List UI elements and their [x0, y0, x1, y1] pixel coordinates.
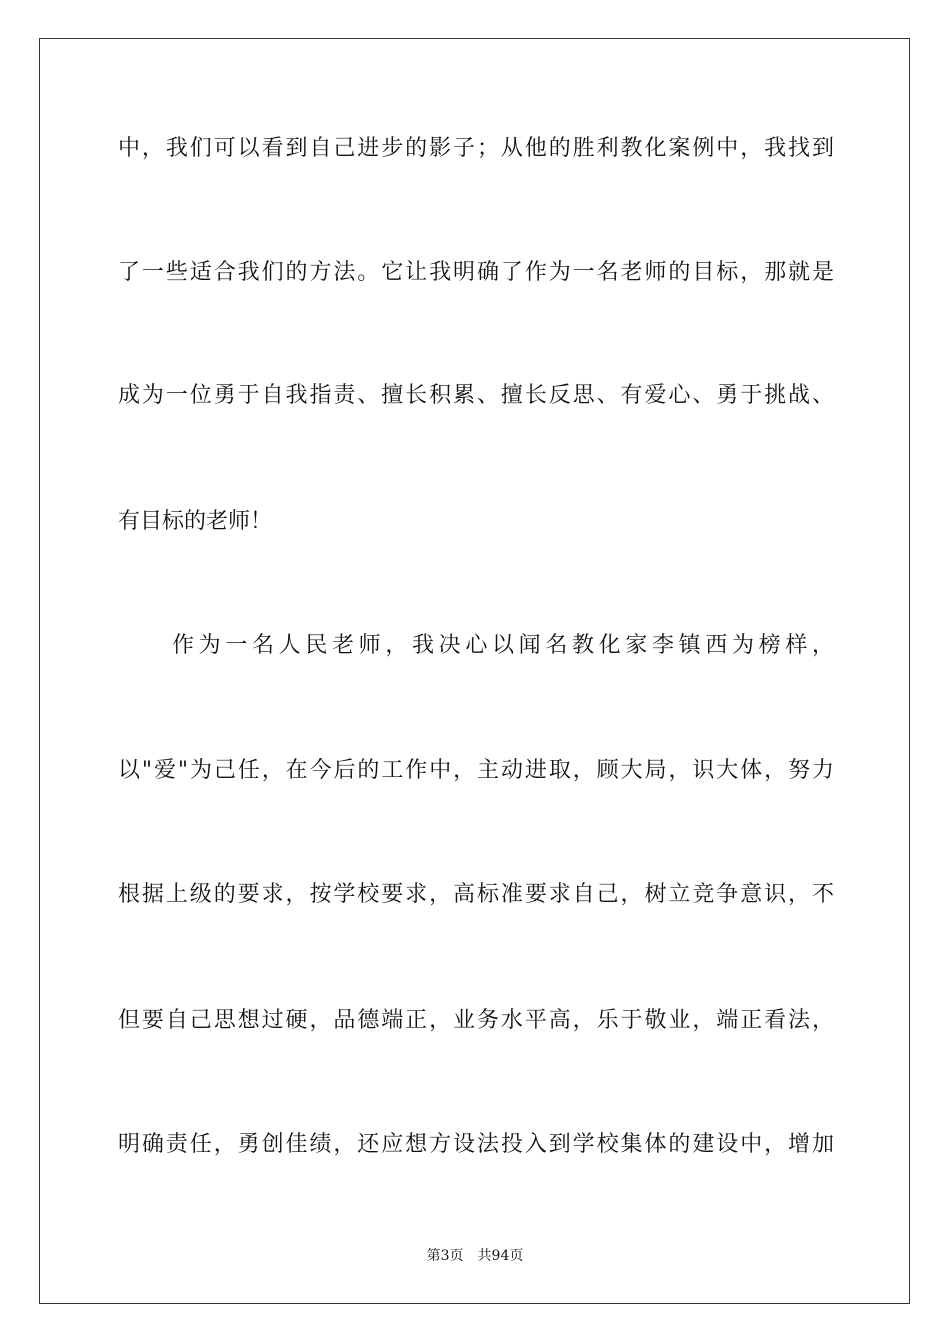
page-border [39, 38, 910, 1304]
text-line-1: 中，我们可以看到自己进步的影子；从他的胜利教化案例中，我找到 [118, 136, 834, 161]
page-number: 第3页 [426, 1248, 464, 1264]
text-line-7: 根据上级的要求，按学校要求，高标准要求自己，树立竞争意识，不 [118, 882, 834, 907]
text-line-8: 但要自己思想过硬，品德端正，业务水平高，乐于敬业，端正看法， [118, 1008, 834, 1033]
text-line-5: 作为一名人民老师，我决心以闻名教化家李镇西为榜样， [172, 633, 834, 658]
text-line-2: 了一些适合我们的方法。它让我明确了作为一名老师的目标，那就是 [118, 260, 834, 285]
page-total: 共94页 [477, 1248, 524, 1264]
text-line-3: 成为一位勇于自我指责、擅长积累、擅长反思、有爱心、勇于挑战、 [118, 383, 834, 408]
text-line-6: 以"爱"为己任，在今后的工作中，主动进取，顾大局，识大体，努力 [118, 758, 834, 783]
text-line-9: 明确责任，勇创佳绩，还应想方设法投入到学校集体的建设中，增加 [118, 1132, 834, 1157]
text-line-4: 有目标的老师！ [118, 509, 273, 534]
page-footer [0, 1247, 950, 1265]
